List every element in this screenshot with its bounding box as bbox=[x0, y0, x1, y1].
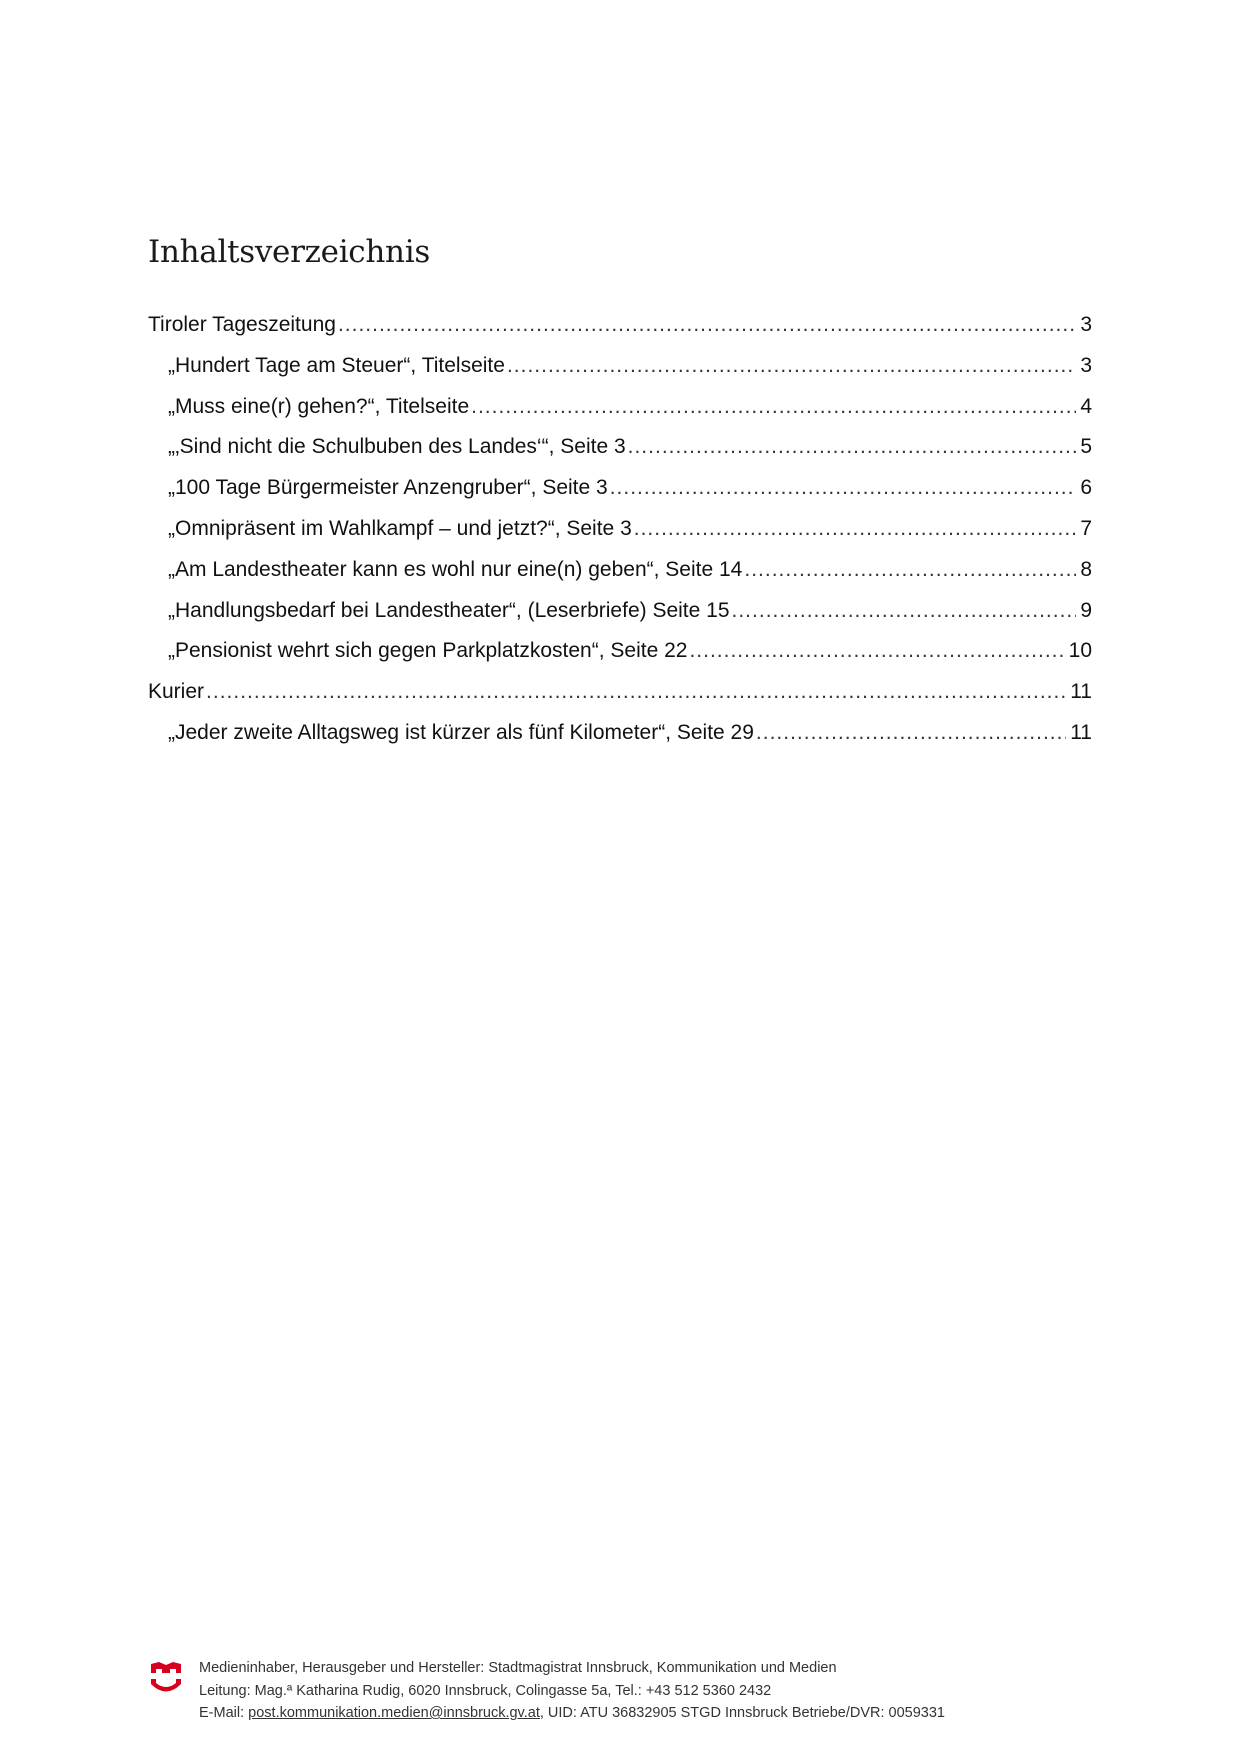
toc-entry-hundert-tage[interactable] bbox=[148, 346, 1092, 387]
toc-list bbox=[148, 305, 1092, 754]
toc-entry-text: „‚Sind nicht die Schulbuben des Landes‘“, Seite 3 bbox=[168, 435, 626, 459]
toc-page-number: 5 bbox=[1080, 435, 1092, 459]
toc-entry-text: „Omnipräsent im Wahlkampf – und jetzt?“, Seite 3 bbox=[168, 516, 632, 540]
toc-page-number: 8 bbox=[1080, 557, 1092, 581]
toc-entry-pensionist[interactable] bbox=[148, 631, 1092, 672]
toc-entry-text: „Jeder zweite Alltagsweg ist kürzer als fünf Kilometer“, Seite 29 bbox=[168, 720, 754, 744]
toc-entry-100-tage-buergermeister[interactable] bbox=[148, 468, 1092, 509]
footer-uid-text: , UID: ATU 36832905 STGD Innsbruck Betriebe/DVR: 0059331 bbox=[539, 1705, 945, 1721]
toc-dot-leader bbox=[338, 305, 1076, 346]
footer-imprint bbox=[199, 1657, 945, 1725]
toc-entry-omnipraesent[interactable] bbox=[148, 509, 1092, 550]
toc-entry-landestheater-eine[interactable] bbox=[148, 550, 1092, 591]
toc-entry-muss-einer-gehen[interactable] bbox=[148, 387, 1092, 428]
toc-entry-text: „Hundert Tage am Steuer“, Titelseite bbox=[168, 353, 505, 377]
toc-entry-kurier[interactable] bbox=[148, 672, 1092, 713]
toc-entry-text: „100 Tage Bürgermeister Anzengruber“, Seite 3 bbox=[168, 476, 608, 500]
toc-dot-leader bbox=[471, 387, 1076, 428]
toc-entry-text: Tiroler Tageszeitung bbox=[148, 313, 336, 336]
toc-page-number: 11 bbox=[1070, 680, 1092, 704]
toc-dot-leader bbox=[610, 468, 1076, 509]
toc-page-number: 11 bbox=[1070, 720, 1092, 744]
toc-dot-leader bbox=[507, 346, 1076, 387]
toc-entry-text: Kurier bbox=[148, 680, 205, 704]
toc-page-number: 9 bbox=[1080, 598, 1092, 622]
toc-entry-schulbuben[interactable] bbox=[148, 427, 1092, 468]
toc-entry-handlungsbedarf[interactable] bbox=[148, 591, 1092, 632]
footer-email-link[interactable]: post.kommunikation.medien@innsbruck.gv.at bbox=[248, 1705, 540, 1721]
toc-dot-leader bbox=[689, 631, 1064, 672]
toc-dot-leader bbox=[744, 550, 1076, 591]
toc-dot-leader bbox=[206, 672, 1066, 713]
toc-entry-text: „Handlungsbedarf bei Landestheater“, (Leserbriefe) Seite 15 bbox=[168, 598, 730, 622]
footer-line-publisher: Medieninhaber, Herausgeber und Hersteller: Stadtmagistrat Innsbruck, Kommunikation und Medien bbox=[199, 1660, 837, 1676]
toc-page-number: 10 bbox=[1068, 639, 1092, 663]
toc-page-number: 3 bbox=[1080, 353, 1092, 377]
toc-dot-leader bbox=[732, 591, 1076, 632]
toc-dot-leader bbox=[634, 509, 1076, 550]
toc-heading: Inhaltsverzeichnis bbox=[148, 234, 430, 270]
page-footer bbox=[150, 1657, 1100, 1727]
toc-entry-alltagsweg[interactable] bbox=[148, 713, 1092, 754]
toc-dot-leader bbox=[628, 427, 1076, 468]
toc-entry-text: „Am Landestheater kann es wohl nur eine(n) geben“, Seite 14 bbox=[168, 557, 743, 581]
toc-page-number: 3 bbox=[1080, 313, 1092, 336]
toc-entry-text: „Muss eine(r) gehen?“, Titelseite bbox=[168, 394, 470, 418]
footer-email-label: E-Mail: bbox=[199, 1705, 249, 1721]
footer-line-management: Leitung: Mag.ª Katharina Rudig, 6020 Innsbruck, Colingasse 5a, Tel.: +43 512 5360 2432 bbox=[199, 1682, 772, 1699]
toc-page-number: 7 bbox=[1080, 516, 1092, 540]
innsbruck-logo-icon bbox=[150, 1661, 182, 1701]
toc-entry-text: „Pensionist wehrt sich gegen Parkplatzkosten“, Seite 22 bbox=[168, 639, 688, 663]
toc-page-number: 6 bbox=[1080, 476, 1092, 500]
toc-dot-leader bbox=[756, 713, 1066, 754]
toc-page-number: 4 bbox=[1080, 394, 1092, 418]
footer-line-contact bbox=[199, 1702, 945, 1725]
toc-entry-tiroler-tageszeitung[interactable] bbox=[148, 305, 1092, 346]
